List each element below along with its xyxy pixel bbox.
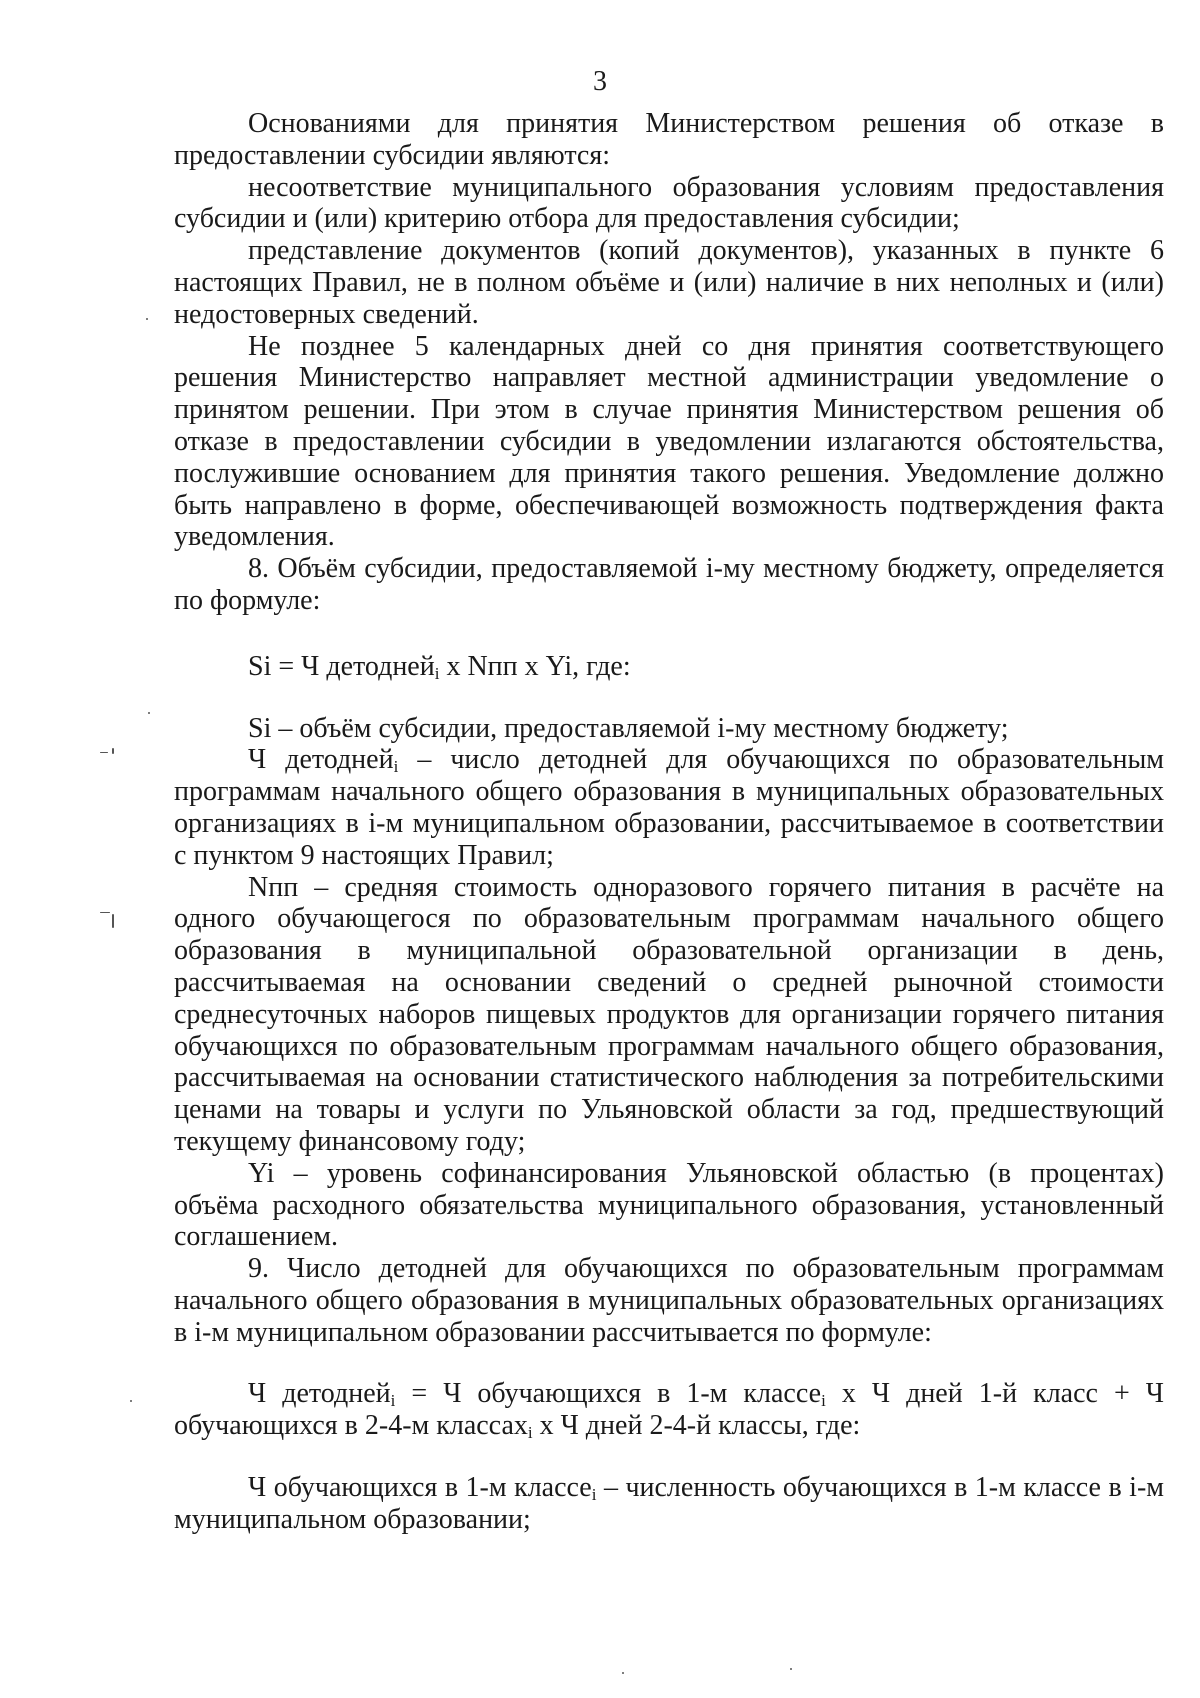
paragraph-incomplete-documents: представление документов (копий документов), указанных в пункте 6 настоящих Правил, не в полном объёме и (или) наличие в них неполных и (или) недостоверных сведений. — [174, 235, 1164, 330]
definition-yi: Yi – уровень софинансирования Ульяновской областью (в процентах) объёма расходного обязательства муниципального образования, установленный соглашением. — [174, 1157, 1164, 1253]
paragraph-refusal-grounds: Основаниями для принятия Министерством решения об отказе в предоставлении субсидии являются: — [174, 108, 1164, 171]
document-body — [174, 108, 1164, 1536]
definition-si: Si – объём субсидии, предоставляемой i-му местному бюджету; — [248, 712, 1009, 744]
definition-first-grade — [174, 1472, 1164, 1536]
formula-child-days-part-3: х Ч дней 1-й класс + Ч обучающихся в 2-4-м классах — [174, 1378, 1164, 1442]
scan-speck — [790, 1668, 792, 1670]
scan-speck — [148, 712, 150, 714]
scan-speck — [112, 748, 114, 754]
formula-subsidy-rhs: х Nпп х Yi, где: — [439, 650, 631, 682]
spacer — [174, 683, 1164, 713]
formula-subsidy-lhs: Si = Ч детодней — [248, 650, 435, 682]
formula-child-days-part-4: х Ч дней 2-4-й классы, где: — [532, 1410, 861, 1442]
scan-speck — [146, 318, 148, 320]
scan-speck — [130, 1400, 132, 1402]
paragraph-8-subsidy-volume: 8. Объём субсидии, предоставляемой i-му местному бюджету, определяется по формуле: — [174, 553, 1164, 616]
paragraph-nonconformity: несоответствие муниципального образования условиям предоставления субсидии и (или) критерию отбора для предоставления субсидии; — [174, 171, 1164, 235]
page-number: 3 — [593, 66, 607, 97]
definition-child-days — [174, 744, 1164, 871]
scan-speck — [622, 1672, 624, 1674]
formula-child-days — [174, 1378, 1164, 1442]
scan-speck — [100, 752, 108, 753]
definition-first-grade-subscript: i — [591, 1485, 597, 1505]
scan-speck — [112, 914, 114, 928]
formula-child-days-sub-1: i — [390, 1391, 396, 1411]
paragraph-notification: Не позднее 5 календарных дней со дня принятия соответствующего решения Министерство направляет местной администрации уведомление о принятом решении. При этом в случае принятия Министерством решения об отказе в предоставлении субсидии в уведомлении излагаются обстоятельства, послужившие основанием для принятия такого решения. Уведомление должно быть направлено в форме, обеспечивающей возможность подтверждения факта уведомления. — [174, 330, 1164, 553]
formula-subsidy-subscript: i — [434, 663, 440, 683]
definition-child-days-term: Ч детодней — [248, 744, 394, 776]
definition-first-grade-text: – численность обучающихся в 1-м классе в i-м муниципальном образовании; — [174, 1472, 1164, 1535]
formula-child-days-sub-3: i — [527, 1423, 533, 1443]
formula-child-days-sub-2: i — [821, 1391, 826, 1411]
definition-child-days-subscript: i — [393, 757, 399, 777]
formula-subsidy — [174, 651, 1164, 683]
definition-child-days-text: – число детодней для обучающихся по образовательным программам начального общего образования в муниципальных образовательных организациях в i-м муниципальном образовании, рассчитываемое в соответствии с пунктом 9 настоящих Правил; — [174, 744, 1165, 871]
paragraph-9-child-days: 9. Число детодней для обучающихся по образовательным программам начального общего образования в муниципальных образовательных организациях в i-м муниципальном образовании рассчитывается по формуле: — [174, 1253, 1164, 1348]
spacer — [174, 1442, 1164, 1472]
spacer — [174, 617, 1164, 651]
spacer — [174, 1348, 1164, 1378]
formula-child-days-part-1: Ч детодней — [248, 1378, 391, 1410]
definition-first-grade-term: Ч обучающихся в 1-м классе — [248, 1472, 592, 1504]
scan-speck — [100, 912, 110, 913]
formula-child-days-part-2: = Ч обучающихся в 1-м классе — [395, 1378, 822, 1410]
definition-npp: Nпп – средняя стоимость одноразового горячего питания в расчёте на одного обучающегося по образовательным программам начального общего образования в муниципальной образовательной организации в день, рассчитываемая на основании сведений о средней рыночной стоимости среднесуточных наборов пищевых продуктов для организации горячего питания обучающихся по образовательным программам начального общего образования, рассчитываемая на основании статистического наблюдения за потребительскими ценами на товары и услуги по Ульяновской области за год, предшествующий текущему финансовому году; — [174, 871, 1164, 1157]
